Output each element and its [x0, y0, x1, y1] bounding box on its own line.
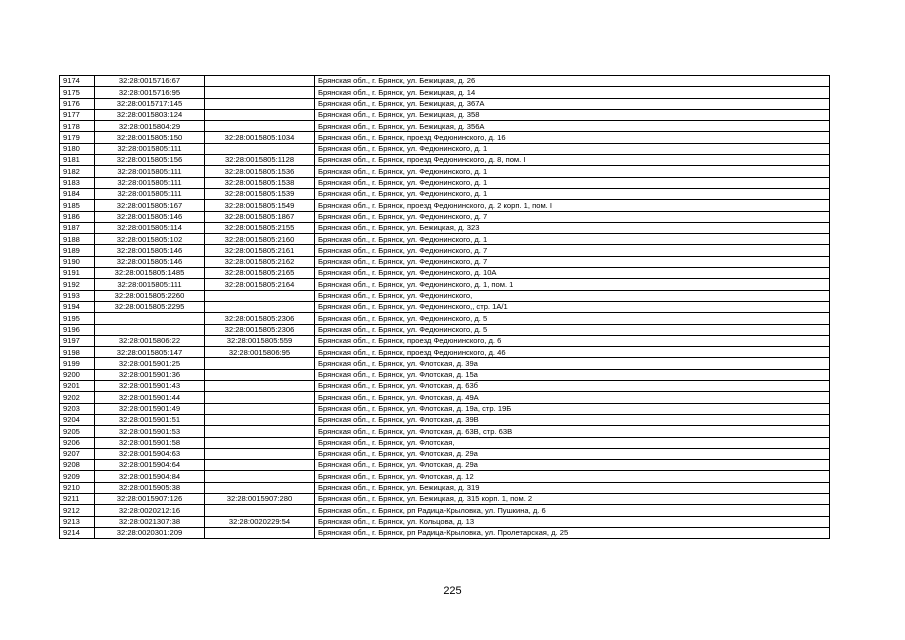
cadastral-number-cell: 32:28:0015805:2260	[95, 290, 205, 301]
address-cell: Брянская обл., г. Брянск, ул. Федюнинского, д. 1	[315, 143, 830, 154]
cadastral-number-cell: 32:28:0015805:156	[95, 155, 205, 166]
object-cadastral-number-cell: 32:28:0015805:1536	[205, 166, 315, 177]
object-cadastral-number-cell	[205, 527, 315, 538]
table-row	[60, 268, 830, 279]
object-cadastral-number-cell: 32:28:0015805:559	[205, 335, 315, 346]
table-row	[60, 166, 830, 177]
object-cadastral-number-cell	[205, 369, 315, 380]
object-cadastral-number-cell: 32:28:0015805:1549	[205, 200, 315, 211]
object-cadastral-number-cell	[205, 121, 315, 132]
table-row	[60, 527, 830, 538]
row-number-cell: 9191	[60, 268, 95, 279]
address-cell: Брянская обл., г. Брянск, ул. Федюнинского, д. 1, пом. 1	[315, 279, 830, 290]
address-cell: Брянская обл., г. Брянск, ул. Флотская, д. 19а, стр. 19Б	[315, 403, 830, 414]
object-cadastral-number-cell	[205, 301, 315, 312]
table-row	[60, 369, 830, 380]
row-number-cell: 9181	[60, 155, 95, 166]
row-number-cell: 9214	[60, 527, 95, 538]
address-cell: Брянская обл., г. Брянск, ул. Федюнинского, д. 10А	[315, 268, 830, 279]
address-cell: Брянская обл., г. Брянск, ул. Флотская, д. 12	[315, 471, 830, 482]
cadastral-number-cell: 32:28:0015907:126	[95, 493, 205, 504]
object-cadastral-number-cell	[205, 471, 315, 482]
object-cadastral-number-cell	[205, 358, 315, 369]
object-cadastral-number-cell	[205, 403, 315, 414]
row-number-cell: 9182	[60, 166, 95, 177]
cadastral-number-cell: 32:28:0015805:2295	[95, 301, 205, 312]
address-cell: Брянская обл., г. Брянск, ул. Кольцова, д. 13	[315, 516, 830, 527]
table-row	[60, 403, 830, 414]
object-cadastral-number-cell	[205, 414, 315, 425]
row-number-cell: 9192	[60, 279, 95, 290]
row-number-cell: 9197	[60, 335, 95, 346]
table-row	[60, 301, 830, 312]
row-number-cell: 9196	[60, 324, 95, 335]
cadastral-number-cell: 32:28:0015901:49	[95, 403, 205, 414]
cadastral-number-cell: 32:28:0015901:51	[95, 414, 205, 425]
table-row	[60, 358, 830, 369]
row-number-cell: 9177	[60, 109, 95, 120]
address-cell: Брянская обл., г. Брянск, ул. Федюнинского,	[315, 290, 830, 301]
object-cadastral-number-cell: 32:28:0015805:2161	[205, 245, 315, 256]
row-number-cell: 9198	[60, 347, 95, 358]
row-number-cell: 9209	[60, 471, 95, 482]
cadastral-number-cell: 32:28:0015803:124	[95, 109, 205, 120]
cadastral-number-cell: 32:28:0015805:146	[95, 256, 205, 267]
cadastral-number-cell: 32:28:0015716:67	[95, 76, 205, 87]
object-cadastral-number-cell	[205, 143, 315, 154]
address-cell: Брянская обл., г. Брянск, проезд Федюнинского, д. 8, пом. I	[315, 155, 830, 166]
table-row	[60, 482, 830, 493]
table-row	[60, 505, 830, 516]
address-cell: Брянская обл., г. Брянск, ул. Флотская, д. 63В, стр. 63В	[315, 426, 830, 437]
address-cell: Брянская обл., г. Брянск, ул. Бежицкая, д. 315 корп. 1, пом. 2	[315, 493, 830, 504]
address-cell: Брянская обл., г. Брянск, ул. Бежицкая, д. 358	[315, 109, 830, 120]
object-cadastral-number-cell	[205, 109, 315, 120]
row-number-cell: 9195	[60, 313, 95, 324]
row-number-cell: 9210	[60, 482, 95, 493]
cadastral-number-cell: 32:28:0015805:114	[95, 222, 205, 233]
page-number: 225	[443, 585, 462, 597]
cadastral-number-cell	[95, 324, 205, 335]
table-row	[60, 234, 830, 245]
object-cadastral-number-cell: 32:28:0015805:2306	[205, 324, 315, 335]
table-row	[60, 132, 830, 143]
row-number-cell: 9208	[60, 460, 95, 471]
registry-table-body	[60, 76, 830, 539]
row-number-cell: 9199	[60, 358, 95, 369]
table-row	[60, 414, 830, 425]
cadastral-number-cell: 32:28:0015805:147	[95, 347, 205, 358]
table-row	[60, 87, 830, 98]
table-row	[60, 143, 830, 154]
row-number-cell: 9176	[60, 98, 95, 109]
cadastral-number-cell: 32:28:0015805:146	[95, 245, 205, 256]
object-cadastral-number-cell: 32:28:0015805:1539	[205, 188, 315, 199]
cadastral-number-cell: 32:28:0015805:111	[95, 188, 205, 199]
address-cell: Брянская обл., г. Брянск, ул. Флотская, д. 49А	[315, 392, 830, 403]
address-cell: Брянская обл., г. Брянск, ул. Федюнинского, д. 5	[315, 324, 830, 335]
address-cell: Брянская обл., г. Брянск, ул. Бежицкая, д. 323	[315, 222, 830, 233]
address-cell: Брянская обл., г. Брянск, ул. Федюнинского,, стр. 1А/1	[315, 301, 830, 312]
object-cadastral-number-cell: 32:28:0015805:1867	[205, 211, 315, 222]
object-cadastral-number-cell: 32:28:0015907:280	[205, 493, 315, 504]
address-cell: Брянская обл., г. Брянск, ул. Федюнинского, д. 5	[315, 313, 830, 324]
address-cell: Брянская обл., г. Брянск, ул. Бежицкая, д. 367А	[315, 98, 830, 109]
row-number-cell: 9207	[60, 448, 95, 459]
cadastral-number-cell: 32:28:0015805:1485	[95, 268, 205, 279]
cadastral-number-cell: 32:28:0015905:38	[95, 482, 205, 493]
table-row	[60, 188, 830, 199]
object-cadastral-number-cell	[205, 505, 315, 516]
cadastral-number-cell: 32:28:0015904:84	[95, 471, 205, 482]
address-cell: Брянская обл., г. Брянск, ул. Флотская, д. 39В	[315, 414, 830, 425]
cadastral-number-cell: 32:28:0015806:22	[95, 335, 205, 346]
address-cell: Брянская обл., г. Брянск, проезд Федюнинского, д. 6	[315, 335, 830, 346]
row-number-cell: 9204	[60, 414, 95, 425]
cadastral-number-cell: 32:28:0015805:102	[95, 234, 205, 245]
row-number-cell: 9188	[60, 234, 95, 245]
table-row	[60, 109, 830, 120]
cadastral-number-cell: 32:28:0020212:16	[95, 505, 205, 516]
address-cell: Брянская обл., г. Брянск, ул. Бежицкая, д. 356А	[315, 121, 830, 132]
row-number-cell: 9201	[60, 381, 95, 392]
address-cell: Брянская обл., г. Брянск, ул. Федюнинского, д. 1	[315, 188, 830, 199]
row-number-cell: 9190	[60, 256, 95, 267]
address-cell: Брянская обл., г. Брянск, проезд Федюнинского, д. 2 корп. 1, пом. I	[315, 200, 830, 211]
table-row	[60, 256, 830, 267]
address-cell: Брянская обл., г. Брянск, ул. Флотская,	[315, 437, 830, 448]
address-cell: Брянская обл., г. Брянск, рп Радица-Крыловка, ул. Пролетарская, д. 25	[315, 527, 830, 538]
cadastral-number-cell: 32:28:0015805:150	[95, 132, 205, 143]
object-cadastral-number-cell: 32:28:0015805:2162	[205, 256, 315, 267]
object-cadastral-number-cell	[205, 290, 315, 301]
table-row	[60, 76, 830, 87]
object-cadastral-number-cell	[205, 98, 315, 109]
row-number-cell: 9175	[60, 87, 95, 98]
cadastral-number-cell: 32:28:0015901:43	[95, 381, 205, 392]
table-row	[60, 347, 830, 358]
cadastral-number-cell: 32:28:0015901:58	[95, 437, 205, 448]
cadastral-number-cell	[95, 313, 205, 324]
object-cadastral-number-cell	[205, 460, 315, 471]
table-row	[60, 279, 830, 290]
table-row	[60, 460, 830, 471]
table-row	[60, 324, 830, 335]
cadastral-number-cell: 32:28:0015805:167	[95, 200, 205, 211]
row-number-cell: 9193	[60, 290, 95, 301]
address-cell: Брянская обл., г. Брянск, ул. Бежицкая, д. 26	[315, 76, 830, 87]
cadastral-number-cell: 32:28:0015901:44	[95, 392, 205, 403]
row-number-cell: 9213	[60, 516, 95, 527]
object-cadastral-number-cell	[205, 76, 315, 87]
table-row	[60, 200, 830, 211]
object-cadastral-number-cell	[205, 381, 315, 392]
address-cell: Брянская обл., г. Брянск, ул. Федюнинского, д. 1	[315, 234, 830, 245]
cadastral-number-cell: 32:28:0015901:36	[95, 369, 205, 380]
table-row	[60, 448, 830, 459]
object-cadastral-number-cell: 32:28:0015805:2160	[205, 234, 315, 245]
cadastral-number-cell: 32:28:0015805:111	[95, 177, 205, 188]
object-cadastral-number-cell: 32:28:0015805:2155	[205, 222, 315, 233]
table-row	[60, 471, 830, 482]
table-row	[60, 245, 830, 256]
row-number-cell: 9206	[60, 437, 95, 448]
row-number-cell: 9212	[60, 505, 95, 516]
address-cell: Брянская обл., г. Брянск, ул. Флотская, д. 29а	[315, 448, 830, 459]
row-number-cell: 9200	[60, 369, 95, 380]
table-row	[60, 155, 830, 166]
address-cell: Брянская обл., г. Брянск, ул. Флотская, д. 63б	[315, 381, 830, 392]
object-cadastral-number-cell: 32:28:0015805:1034	[205, 132, 315, 143]
object-cadastral-number-cell: 32:28:0015805:2165	[205, 268, 315, 279]
row-number-cell: 9180	[60, 143, 95, 154]
row-number-cell: 9189	[60, 245, 95, 256]
cadastral-number-cell: 32:28:0015805:111	[95, 166, 205, 177]
address-cell: Брянская обл., г. Брянск, ул. Федюнинского, д. 7	[315, 211, 830, 222]
address-cell: Брянская обл., г. Брянск, ул. Федюнинского, д. 1	[315, 166, 830, 177]
object-cadastral-number-cell	[205, 437, 315, 448]
row-number-cell: 9183	[60, 177, 95, 188]
row-number-cell: 9187	[60, 222, 95, 233]
cadastral-number-cell: 32:28:0015716:95	[95, 87, 205, 98]
cadastral-number-cell: 32:28:0015805:111	[95, 143, 205, 154]
cadastral-number-cell: 32:28:0015717:145	[95, 98, 205, 109]
row-number-cell: 9185	[60, 200, 95, 211]
address-cell: Брянская обл., г. Брянск, ул. Федюнинского, д. 7	[315, 256, 830, 267]
table-row	[60, 516, 830, 527]
table-row	[60, 98, 830, 109]
address-cell: Брянская обл., г. Брянск, проезд Федюнинского, д. 16	[315, 132, 830, 143]
row-number-cell: 9194	[60, 301, 95, 312]
address-cell: Брянская обл., г. Брянск, ул. Флотская, д. 29а	[315, 460, 830, 471]
address-cell: Брянская обл., г. Брянск, ул. Бежицкая, д. 319	[315, 482, 830, 493]
cadastral-number-cell: 32:28:0021307:38	[95, 516, 205, 527]
table-row	[60, 381, 830, 392]
object-cadastral-number-cell: 32:28:0015805:1128	[205, 155, 315, 166]
object-cadastral-number-cell	[205, 448, 315, 459]
object-cadastral-number-cell: 32:28:0015805:1538	[205, 177, 315, 188]
address-cell: Брянская обл., г. Брянск, ул. Федюнинского, д. 7	[315, 245, 830, 256]
address-cell: Брянская обл., г. Брянск, ул. Флотская, д. 15а	[315, 369, 830, 380]
object-cadastral-number-cell	[205, 426, 315, 437]
address-cell: Брянская обл., г. Брянск, рп Радица-Крыловка, ул. Пушкина, д. 6	[315, 505, 830, 516]
row-number-cell: 9205	[60, 426, 95, 437]
row-number-cell: 9186	[60, 211, 95, 222]
object-cadastral-number-cell: 32:28:0020229:54	[205, 516, 315, 527]
cadastral-number-cell: 32:28:0015805:111	[95, 279, 205, 290]
object-cadastral-number-cell: 32:28:0015805:2164	[205, 279, 315, 290]
row-number-cell: 9184	[60, 188, 95, 199]
row-number-cell: 9174	[60, 76, 95, 87]
cadastral-number-cell: 32:28:0015901:25	[95, 358, 205, 369]
cadastral-number-cell: 32:28:0015805:146	[95, 211, 205, 222]
table-row	[60, 335, 830, 346]
row-number-cell: 9179	[60, 132, 95, 143]
address-cell: Брянская обл., г. Брянск, проезд Федюнинского, д. 46	[315, 347, 830, 358]
address-cell: Брянская обл., г. Брянск, ул. Флотская, д. 39а	[315, 358, 830, 369]
row-number-cell: 9211	[60, 493, 95, 504]
table-row	[60, 313, 830, 324]
object-cadastral-number-cell	[205, 482, 315, 493]
object-cadastral-number-cell: 32:28:0015805:2306	[205, 313, 315, 324]
table-row	[60, 437, 830, 448]
table-row	[60, 290, 830, 301]
cadastral-number-cell: 32:28:0015804:29	[95, 121, 205, 132]
row-number-cell: 9178	[60, 121, 95, 132]
address-cell: Брянская обл., г. Брянск, ул. Федюнинского, д. 1	[315, 177, 830, 188]
row-number-cell: 9202	[60, 392, 95, 403]
cadastral-number-cell: 32:28:0015904:64	[95, 460, 205, 471]
cadastral-number-cell: 32:28:0015904:63	[95, 448, 205, 459]
registry-table	[59, 75, 830, 539]
table-row	[60, 177, 830, 188]
row-number-cell: 9203	[60, 403, 95, 414]
cadastral-number-cell: 32:28:0020301:209	[95, 527, 205, 538]
object-cadastral-number-cell	[205, 392, 315, 403]
table-row	[60, 121, 830, 132]
table-row	[60, 392, 830, 403]
table-row	[60, 211, 830, 222]
cadastral-number-cell: 32:28:0015901:53	[95, 426, 205, 437]
table-row	[60, 493, 830, 504]
object-cadastral-number-cell	[205, 87, 315, 98]
table-row	[60, 426, 830, 437]
address-cell: Брянская обл., г. Брянск, ул. Бежицкая, д. 14	[315, 87, 830, 98]
object-cadastral-number-cell: 32:28:0015806:95	[205, 347, 315, 358]
table-row	[60, 222, 830, 233]
